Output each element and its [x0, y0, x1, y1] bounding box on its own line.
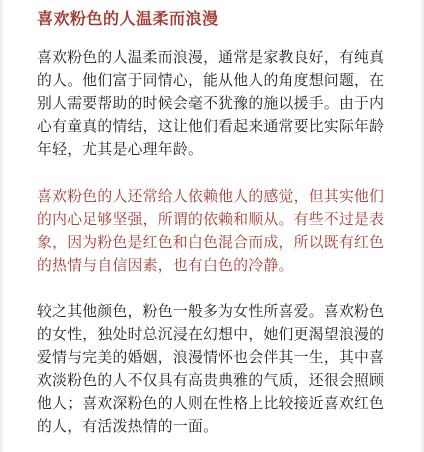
- right-edge-shade: [420, 0, 424, 452]
- paragraph-line: 他人；喜欢深粉色的人则在性格上比较接近喜欢红色: [37, 395, 385, 412]
- paragraph-line: 别人需要帮助的时候会毫不犹豫的施以援手。由于内: [37, 95, 385, 112]
- paragraph-line: 象，因为粉色是红色和白色混合而成，所以既有红色: [37, 234, 385, 251]
- paragraph-line: 喜欢粉色的人温柔而浪漫，通常是家教良好，有纯真: [37, 49, 385, 66]
- paragraph-line: 欢淡粉色的人不仅具有高贵典雅的气质，还很会照顾: [37, 372, 385, 389]
- paragraph-line: 爱情与完美的婚姻，浪漫情怀也会伴其一生，其中喜: [37, 349, 385, 366]
- paragraph-line: 年轻，尤其是心理年龄。: [37, 141, 204, 158]
- paragraph-line: 心有童真的情结，这让他们看起来通常要比实际年龄: [37, 118, 385, 135]
- paragraph-line: 的人。他们富于同情心，能从他人的角度想问题，在: [37, 72, 385, 89]
- paragraph-line: 较之其他颜色，粉色一般多为女性所喜爱。喜欢粉色: [37, 303, 385, 320]
- paragraph-line: 的热情与自信因素，也有白色的冷静。: [37, 257, 294, 274]
- paragraph-1: [37, 46, 387, 161]
- paragraph-line: 的人，有活泼热情的一面。: [37, 418, 219, 435]
- paragraph-2-highlight: [37, 185, 387, 277]
- left-edge-shade: [0, 0, 4, 452]
- paragraph-line: 喜欢粉色的人还常给人依赖他人的感觉，但其实他们: [37, 188, 385, 205]
- paragraph-line: 的内心足够坚强，所谓的依赖和顺从。有些不过是表: [37, 211, 385, 228]
- paragraph-line: 的女性，独处时总沉浸在幻想中，她们更渴望浪漫的: [37, 326, 385, 343]
- article-title: 喜欢粉色的人温柔而浪漫: [37, 9, 219, 28]
- paragraph-3: [37, 300, 387, 438]
